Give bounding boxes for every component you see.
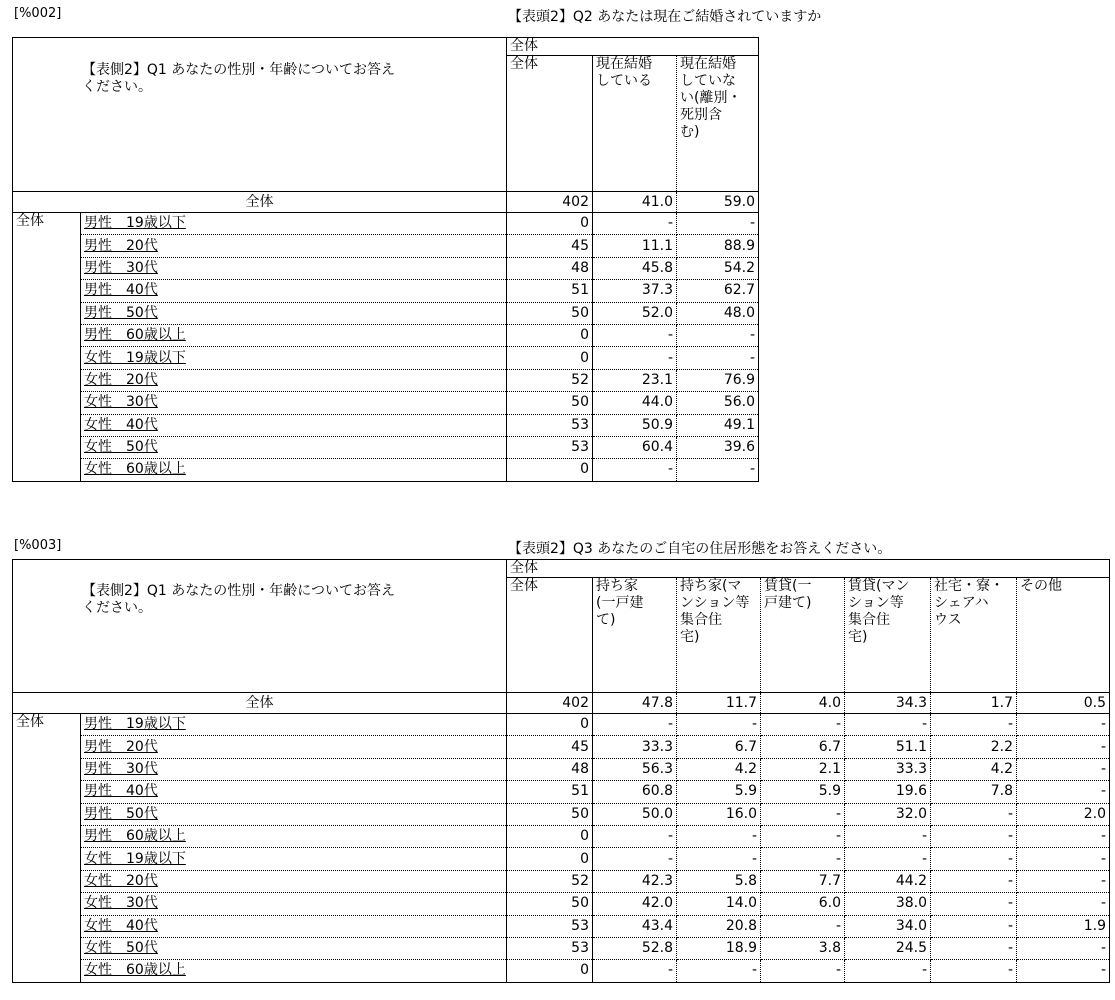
table-row [13, 803, 1110, 825]
value-cell: - [1017, 714, 1110, 736]
row-label-text: 男性 50代 [84, 304, 158, 321]
value-cell: 52 [507, 369, 593, 391]
value-cell: 54.2 [677, 257, 759, 279]
row-label [81, 392, 507, 414]
value-cell: 60.8 [593, 781, 677, 803]
value-cell: 38.0 [845, 893, 931, 915]
table-row [13, 280, 759, 302]
row-label-text: 女性 40代 [84, 917, 158, 934]
column-header: 社宅・寮・ シェアハ ウス [931, 578, 1017, 693]
total-cell: 47.8 [593, 693, 677, 714]
value-cell: 19.6 [845, 781, 931, 803]
total-cell: 41.0 [593, 192, 677, 213]
total-cell: 402 [507, 693, 593, 714]
value-cell: 2.1 [761, 758, 845, 780]
value-cell: 0 [507, 213, 593, 235]
value-cell: 33.3 [593, 736, 677, 758]
value-cell: - [1017, 937, 1110, 959]
value-cell: 2.2 [931, 736, 1017, 758]
value-cell: 0 [507, 324, 593, 346]
value-cell: 52.0 [593, 302, 677, 324]
row-label [81, 280, 507, 302]
value-cell: 6.7 [677, 736, 761, 758]
value-cell: - [931, 825, 1017, 847]
value-cell: 51 [507, 781, 593, 803]
side-group-label: 全体 [13, 714, 81, 983]
table-row [13, 459, 759, 481]
value-cell: 76.9 [677, 369, 759, 391]
table-row [13, 758, 1110, 780]
row-label-text: 女性 50代 [84, 940, 158, 957]
row-label [81, 758, 507, 780]
total-cell: 59.0 [677, 192, 759, 213]
row-label [81, 459, 507, 481]
value-cell: 48 [507, 758, 593, 780]
column-header: 賃貸(一 戸建て) [761, 578, 845, 693]
value-cell: 3.8 [761, 937, 845, 959]
corner-cell [13, 560, 507, 693]
corner-cell [13, 38, 507, 192]
table-row [13, 714, 1110, 736]
value-cell: - [931, 803, 1017, 825]
value-cell: 50 [507, 893, 593, 915]
value-cell: 33.3 [845, 758, 931, 780]
table-row [13, 825, 1110, 847]
value-cell: 5.9 [761, 781, 845, 803]
value-cell: 23.1 [593, 369, 677, 391]
row-label [81, 825, 507, 847]
table-row [13, 893, 1110, 915]
value-cell: 53 [507, 436, 593, 458]
row-label [81, 414, 507, 436]
table-row [13, 736, 1110, 758]
value-cell: 50.9 [593, 414, 677, 436]
row-label [81, 803, 507, 825]
value-cell: - [931, 848, 1017, 870]
column-header: 賃貸(マン ション等 集合住 宅) [845, 578, 931, 693]
table-row [13, 937, 1110, 959]
table-row [13, 848, 1110, 870]
row-label [81, 257, 507, 279]
value-cell: 5.8 [677, 870, 761, 892]
row-label-text: 女性 60歳以上 [84, 962, 186, 979]
value-cell: 53 [507, 937, 593, 959]
group-header: 全体 [507, 560, 1110, 578]
value-cell: 44.2 [845, 870, 931, 892]
value-cell: - [931, 893, 1017, 915]
table-row [13, 436, 759, 458]
row-label-text: 男性 50代 [84, 805, 158, 822]
value-cell: - [931, 714, 1017, 736]
table-row [13, 870, 1110, 892]
value-cell: 39.6 [677, 436, 759, 458]
value-cell: - [1017, 893, 1110, 915]
value-cell: 62.7 [677, 280, 759, 302]
row-label-text: 女性 20代 [84, 872, 158, 889]
crosstab-housing-type [12, 559, 1110, 983]
value-cell: - [761, 714, 845, 736]
value-cell: 45.8 [593, 257, 677, 279]
value-cell: 49.1 [677, 414, 759, 436]
table-row [13, 414, 759, 436]
row-label [81, 915, 507, 937]
value-cell: 20.8 [677, 915, 761, 937]
table-head-title: 【表頭2】Q3 あなたのご自宅の住居形態をお答えください。 [508, 541, 892, 557]
value-cell: 50.0 [593, 803, 677, 825]
value-cell: - [677, 825, 761, 847]
value-cell: 56.3 [593, 758, 677, 780]
value-cell: 6.0 [761, 893, 845, 915]
row-label [81, 369, 507, 391]
column-header: 全体 [507, 578, 593, 693]
value-cell: 0 [507, 960, 593, 982]
value-cell: 0 [507, 459, 593, 481]
value-cell: 42.3 [593, 870, 677, 892]
value-cell: - [593, 848, 677, 870]
row-label-text: 男性 20代 [84, 738, 158, 755]
row-label-text: 男性 40代 [84, 282, 158, 299]
row-label-text: 女性 19歳以下 [84, 850, 186, 867]
total-cell: 0.5 [1017, 693, 1110, 714]
value-cell: 7.8 [931, 781, 1017, 803]
side-group-label: 全体 [13, 213, 81, 482]
value-cell: - [677, 213, 759, 235]
row-label [81, 960, 507, 982]
value-cell: 2.0 [1017, 803, 1110, 825]
value-cell: 52.8 [593, 937, 677, 959]
value-cell: - [761, 848, 845, 870]
value-cell: 48 [507, 257, 593, 279]
value-cell: - [1017, 870, 1110, 892]
total-row-label: 全体 [13, 192, 507, 213]
value-cell: - [845, 825, 931, 847]
value-cell: 42.0 [593, 893, 677, 915]
value-cell: - [593, 324, 677, 346]
table-row [13, 347, 759, 369]
value-cell: 0 [507, 825, 593, 847]
value-cell: 0 [507, 848, 593, 870]
table-row [13, 324, 759, 346]
row-label-text: 男性 60歳以上 [84, 327, 186, 344]
table-row [13, 960, 1110, 982]
value-cell: 11.1 [593, 235, 677, 257]
row-label [81, 436, 507, 458]
value-cell: - [677, 960, 761, 982]
value-cell: - [593, 459, 677, 481]
table-row [13, 781, 1110, 803]
value-cell: 50 [507, 302, 593, 324]
row-label [81, 736, 507, 758]
value-cell: - [761, 915, 845, 937]
row-label-text: 男性 60歳以上 [84, 828, 186, 845]
total-row-label: 全体 [13, 693, 507, 714]
table-row [13, 369, 759, 391]
column-header: 全体 [507, 56, 593, 192]
row-label-text: 男性 40代 [84, 783, 158, 800]
value-cell: - [593, 960, 677, 982]
row-label-text: 女性 30代 [84, 895, 158, 912]
value-cell: - [593, 825, 677, 847]
total-cell: 11.7 [677, 693, 761, 714]
table-head-title: 【表頭2】Q2 あなたは現在ご結婚されていますか [508, 9, 822, 25]
value-cell: 51 [507, 280, 593, 302]
total-cell: 402 [507, 192, 593, 213]
column-header: 現在結婚 している [593, 56, 677, 192]
total-cell: 1.7 [931, 693, 1017, 714]
row-label-text: 男性 19歳以下 [84, 215, 186, 232]
value-cell: 48.0 [677, 302, 759, 324]
value-cell: 18.9 [677, 937, 761, 959]
row-label-text: 女性 30代 [84, 394, 158, 411]
value-cell: 7.7 [761, 870, 845, 892]
row-label-text: 女性 20代 [84, 371, 158, 388]
value-cell: 0 [507, 347, 593, 369]
table-row [13, 915, 1110, 937]
value-cell: 44.0 [593, 392, 677, 414]
table-row [13, 235, 759, 257]
row-label [81, 937, 507, 959]
total-cell: 34.3 [845, 693, 931, 714]
total-cell: 4.0 [761, 693, 845, 714]
value-cell: - [931, 915, 1017, 937]
value-cell: 52 [507, 870, 593, 892]
row-label-text: 男性 19歳以下 [84, 716, 186, 733]
value-cell: - [845, 848, 931, 870]
value-cell: - [845, 714, 931, 736]
row-label [81, 714, 507, 736]
table-row [13, 302, 759, 324]
row-label [81, 213, 507, 235]
column-header: 持ち家(マ ンション等 集合住 宅) [677, 578, 761, 693]
value-cell: 50 [507, 392, 593, 414]
value-cell: 1.9 [1017, 915, 1110, 937]
value-cell: - [1017, 848, 1110, 870]
value-cell: - [761, 825, 845, 847]
value-cell: 43.4 [593, 915, 677, 937]
value-cell: - [931, 937, 1017, 959]
table-code: [%003] [14, 538, 62, 553]
value-cell: 37.3 [593, 280, 677, 302]
row-label-text: 女性 60歳以上 [84, 461, 186, 478]
value-cell: 4.2 [677, 758, 761, 780]
value-cell: 50 [507, 803, 593, 825]
row-label-text: 男性 20代 [84, 237, 158, 254]
row-label [81, 347, 507, 369]
row-label [81, 302, 507, 324]
value-cell: - [1017, 736, 1110, 758]
column-header: 現在結婚 していな い(離別・ 死別含 む) [677, 56, 759, 192]
table-row [13, 257, 759, 279]
value-cell: 5.9 [677, 781, 761, 803]
value-cell: - [677, 459, 759, 481]
row-label-text: 女性 40代 [84, 416, 158, 433]
value-cell: 45 [507, 235, 593, 257]
value-cell: - [761, 960, 845, 982]
side-question: 【表側2】Q1 あなたの性別・年齢についてお答え ください。 [82, 62, 396, 95]
value-cell: 24.5 [845, 937, 931, 959]
value-cell: 16.0 [677, 803, 761, 825]
value-cell: 32.0 [845, 803, 931, 825]
value-cell: 53 [507, 414, 593, 436]
value-cell: 6.7 [761, 736, 845, 758]
row-label [81, 781, 507, 803]
column-header: 持ち家 (一戸建 て) [593, 578, 677, 693]
value-cell: 14.0 [677, 893, 761, 915]
value-cell: - [677, 848, 761, 870]
row-label-text: 女性 50代 [84, 439, 158, 456]
value-cell: 53 [507, 915, 593, 937]
row-label [81, 324, 507, 346]
value-cell: - [931, 960, 1017, 982]
value-cell: - [593, 714, 677, 736]
value-cell: 0 [507, 714, 593, 736]
value-cell: 88.9 [677, 235, 759, 257]
group-header: 全体 [507, 38, 759, 56]
value-cell: - [1017, 960, 1110, 982]
value-cell: 34.0 [845, 915, 931, 937]
row-label-text: 男性 30代 [84, 259, 158, 276]
value-cell: 45 [507, 736, 593, 758]
value-cell: 56.0 [677, 392, 759, 414]
value-cell: - [593, 347, 677, 369]
value-cell: - [1017, 758, 1110, 780]
value-cell: - [677, 347, 759, 369]
value-cell: - [593, 213, 677, 235]
side-question: 【表側2】Q1 あなたの性別・年齢についてお答え ください。 [82, 583, 396, 616]
row-label [81, 870, 507, 892]
row-label-text: 男性 30代 [84, 760, 158, 777]
row-label-text: 女性 19歳以下 [84, 349, 186, 366]
row-label [81, 848, 507, 870]
value-cell: - [931, 870, 1017, 892]
value-cell: - [677, 324, 759, 346]
value-cell: - [1017, 781, 1110, 803]
value-cell: 51.1 [845, 736, 931, 758]
row-label [81, 235, 507, 257]
value-cell: 60.4 [593, 436, 677, 458]
table-row [13, 213, 759, 235]
table-row [13, 392, 759, 414]
value-cell: - [761, 803, 845, 825]
crosstab-marital-status [12, 37, 759, 482]
row-label [81, 893, 507, 915]
table-code: [%002] [14, 6, 62, 21]
value-cell: - [1017, 825, 1110, 847]
value-cell: - [677, 714, 761, 736]
value-cell: 4.2 [931, 758, 1017, 780]
column-header: その他 [1017, 578, 1110, 693]
value-cell: - [845, 960, 931, 982]
